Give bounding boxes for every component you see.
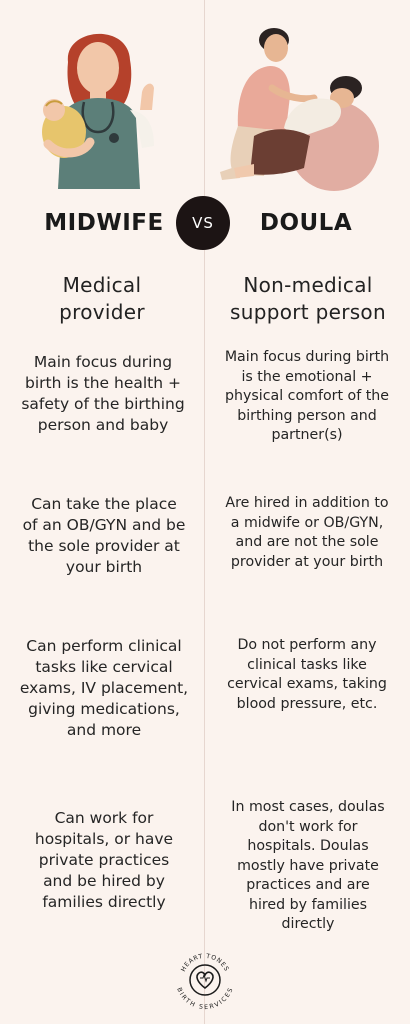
svg-text:HEART TONES — [180, 953, 230, 973]
doula-row-employment: In most cases, doulas don't work for hospitals. Doulas mostly have private practices and are hired by families directly — [231, 799, 385, 932]
heart-tones-logo — [173, 948, 237, 1012]
doula-row-focus: Main focus during birth is the emotional + physical comfort of the birthing person and partner(s) — [224, 349, 390, 443]
doula-illustration — [214, 18, 394, 193]
midwife-title: MIDWIFE — [44, 210, 164, 236]
midwife-row-employment: Can work for hospitals, or have private practices and be hired by families directly — [34, 809, 174, 911]
midwife-row-focus: Main focus during birth is the health + safety of the birthing person and baby — [21, 353, 185, 434]
heart-icon — [197, 972, 213, 988]
center-divider — [204, 0, 205, 1024]
logo-top-text: HEART TONES — [179, 952, 231, 973]
svg-text:BIRTH SERVICES — [175, 987, 234, 1011]
logo-bottom-text: BIRTH SERVICES — [175, 986, 235, 1012]
midwife-row-role: Can take the place of an OB/GYN and be the sole provider at your birth — [22, 495, 186, 576]
midwife-row-clinical: Can perform clinical tasks like cervical exams, IV placement, giving medications, and more — [19, 637, 189, 739]
doula-title: DOULA — [259, 210, 353, 236]
midwife-subtitle: Medical provider — [59, 273, 145, 324]
doula-subtitle: Non-medical support person — [230, 273, 386, 324]
doula-row-role: Are hired in addition to a midwife or OB/GYN, and are not the sole provider at your birth — [225, 495, 389, 570]
midwife-illustration — [28, 14, 168, 194]
doula-row-clinical: Do not perform any clinical tasks like cervical exams, taking blood pressure, etc. — [227, 637, 387, 712]
vs-badge: VS — [176, 196, 230, 250]
